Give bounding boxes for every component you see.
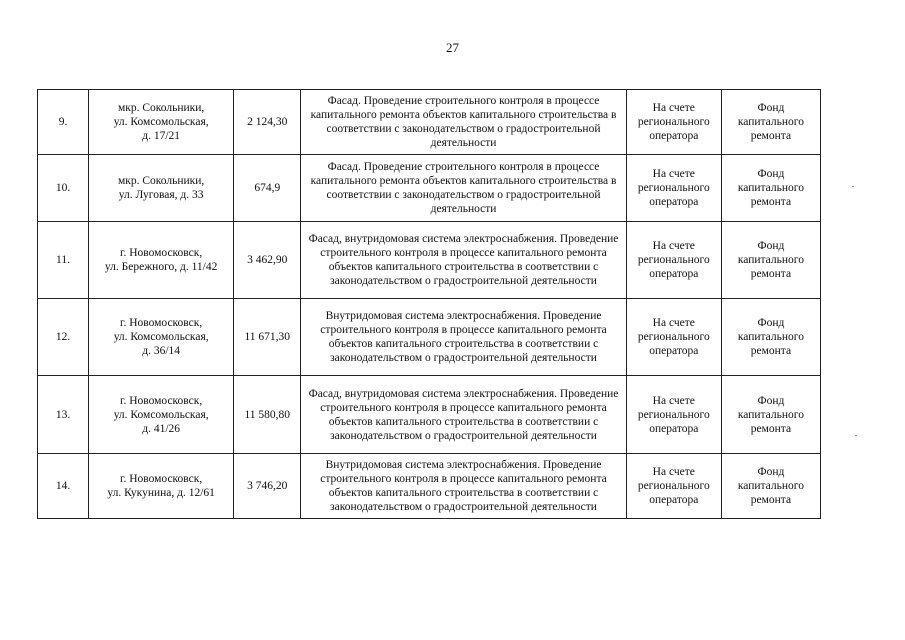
address-cell: г. Новомосковск, ул. Бережного, д. 11/42 [89,222,234,299]
table-row [38,155,821,222]
fund-method-cell: На счете регионального оператора [626,299,721,376]
address-cell: г. Новомосковск, ул. Комсомольская, д. 41/26 [89,376,234,454]
fund-method-cell: На счете регионального оператора [626,454,721,519]
table-row [38,376,821,454]
area-cell: 11 671,30 [234,299,301,376]
table-row [38,299,821,376]
row-number: 12. [38,299,89,376]
row-number: 14. [38,454,89,519]
fund-method-cell: На счете регионального оператора [626,155,721,222]
fund-source-cell: Фонд капитального ремонта [721,376,820,454]
works-cell: Фасад, внутридомовая система электроснабжения. Проведение строительного контроля в процессе капитального ремонта объектов капитального строительства в соответствии с законодательством о градостроительной деятельности [301,222,626,299]
area-cell: 11 580,80 [234,376,301,454]
fund-method-cell: На счете регионального оператора [626,222,721,299]
scan-speck [852,186,854,187]
row-number: 11. [38,222,89,299]
area-cell: 3 462,90 [234,222,301,299]
fund-source-cell: Фонд капитального ремонта [721,454,820,519]
works-cell: Внутридомовая система электроснабжения. Проведение строительного контроля в процессе капитального ремонта объектов капитального строительства в соответствии с законодательством о градостроительной деятельности [301,299,626,376]
area-cell: 3 746,20 [234,454,301,519]
table-row [38,222,821,299]
row-number: 10. [38,155,89,222]
page-number: 27 [446,40,459,55]
fund-method-cell: На счете регионального оператора [626,90,721,155]
fund-method-cell: На счете регионального оператора [626,376,721,454]
fund-source-cell: Фонд капитального ремонта [721,299,820,376]
address-cell: г. Новомосковск, ул. Кукунина, д. 12/61 [89,454,234,519]
registry-table [37,89,821,519]
address-cell: мкр. Сокольники, ул. Комсомольская, д. 17/21 [89,90,234,155]
area-cell: 674,9 [234,155,301,222]
table-row [38,90,821,155]
fund-source-cell: Фонд капитального ремонта [721,155,820,222]
row-number: 13. [38,376,89,454]
works-cell: Фасад, внутридомовая система электроснабжения. Проведение строительного контроля в процессе капитального ремонта объектов капитального строительства в соответствии с законодательством о градостроительной деятельности [301,376,626,454]
area-cell: 2 124,30 [234,90,301,155]
address-cell: мкр. Сокольники, ул. Луговая, д. 33 [89,155,234,222]
works-cell: Фасад. Проведение строительного контроля в процессе капитального ремонта объектов капитального строительства в соответствии с законодательством о градостроительной деятельности [301,90,626,155]
address-cell: г. Новомосковск, ул. Комсомольская, д. 36/14 [89,299,234,376]
row-number: 9. [38,90,89,155]
works-cell: Фасад. Проведение строительного контроля в процессе капитального ремонта объектов капитального строительства в соответствии с законодательством о градостроительной деятельности [301,155,626,222]
scan-speck [855,435,857,436]
fund-source-cell: Фонд капитального ремонта [721,90,820,155]
works-cell: Внутридомовая система электроснабжения. Проведение строительного контроля в процессе капитального ремонта объектов капитального строительства в соответствии с законодательством о градостроительной деятельности [301,454,626,519]
fund-source-cell: Фонд капитального ремонта [721,222,820,299]
table-row [38,454,821,519]
